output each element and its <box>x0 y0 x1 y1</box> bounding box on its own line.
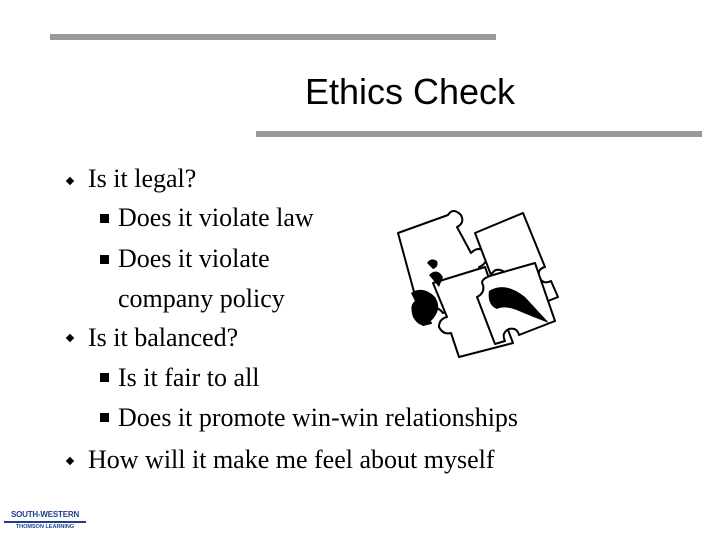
list-item-continuation: company policy <box>118 284 285 313</box>
list-item: Is it legal? <box>88 164 197 193</box>
square-bullet-icon <box>100 373 109 382</box>
list-item: Is it fair to all <box>118 363 260 392</box>
publisher-logo <box>4 508 86 538</box>
diamond-bullet-icon <box>66 457 74 465</box>
slide-title: Ethics Check <box>304 71 516 112</box>
list-item: Does it promote win-win relationships <box>118 403 519 432</box>
bottom-divider-rule <box>256 131 702 137</box>
logo-divider <box>4 521 86 523</box>
list-item: Is it balanced? <box>88 323 239 352</box>
square-bullet-icon <box>100 214 109 223</box>
diamond-bullet-icon <box>66 177 74 185</box>
logo-line-1: SOUTH-WESTERN <box>10 510 80 519</box>
list-item: Does it violate law <box>118 203 314 232</box>
puzzle-pieces-icon <box>393 205 563 360</box>
diamond-bullet-icon <box>66 334 74 342</box>
top-divider-rule <box>50 34 496 40</box>
square-bullet-icon <box>100 413 109 422</box>
logo-line-2: THOMSON LEARNING <box>15 524 75 530</box>
list-item: How will it make me feel about myself <box>88 445 495 474</box>
square-bullet-icon <box>100 255 109 264</box>
list-item: Does it violate <box>118 244 270 273</box>
